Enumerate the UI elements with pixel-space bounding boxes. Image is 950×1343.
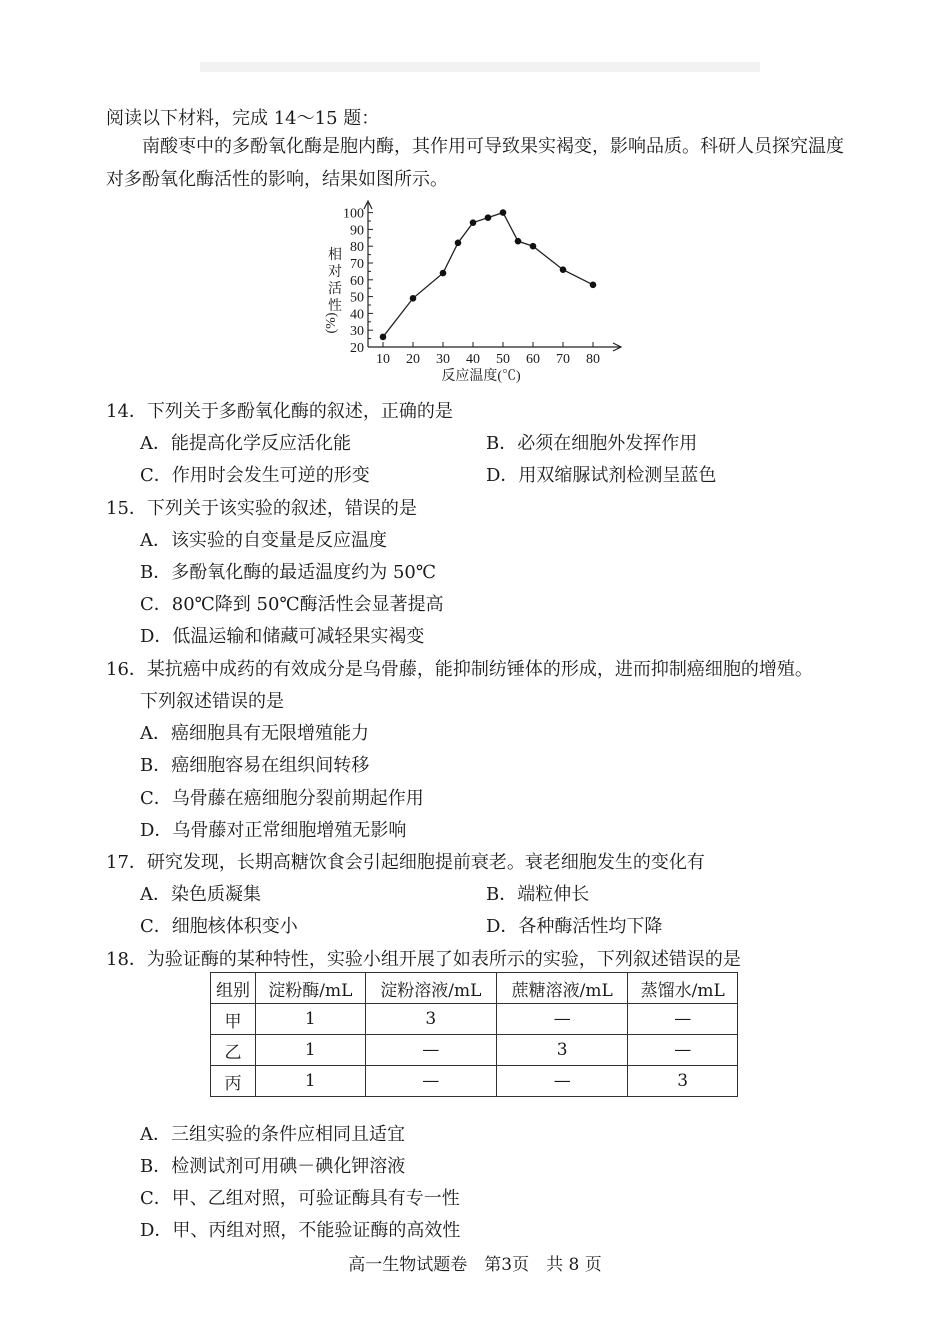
table-cell: 1: [256, 1035, 366, 1066]
x-axis-label: 反应温度(℃): [441, 369, 521, 384]
page-footer: 高一生物试题卷 第3页 共 8 页: [348, 1255, 602, 1275]
table-header: 蔗糖溶液/mL: [497, 973, 628, 1004]
data-point: [515, 238, 522, 245]
y-tick-label: 90: [350, 223, 364, 239]
y-axis-label-char: 相: [328, 248, 342, 263]
option-15-a: A．该实验的自变量是反应温度: [140, 530, 387, 551]
question-number: 17．: [106, 852, 147, 873]
question-stem: 下列关于该实验的叙述，错误的是: [146, 498, 417, 519]
question-stem: 下列关于多酚氧化酶的叙述，正确的是: [146, 401, 453, 422]
chart-series: [380, 209, 597, 340]
question-14: [106, 397, 453, 423]
table-cell: 3: [365, 1004, 496, 1035]
data-point: [455, 240, 462, 247]
question-number: 15．: [106, 498, 147, 519]
data-point: [380, 334, 387, 341]
reading-intro: 阅读以下材料，完成 14～15 题：: [106, 108, 380, 129]
option-18-a: A．三组实验的条件应相同且适宜: [140, 1124, 405, 1145]
option-14-c: C．作用时会发生可逆的形变: [140, 465, 370, 486]
y-tick-label: 70: [350, 257, 364, 272]
y-tick-label: 40: [350, 307, 364, 323]
data-point: [590, 282, 597, 289]
option-15-b: B．多酚氧化酶的最适温度约为 50℃: [140, 562, 436, 583]
question-number: 14．: [106, 401, 147, 422]
table-cell: 甲: [211, 1004, 256, 1035]
chart-ticks: [343, 207, 600, 367]
y-axis-label-char: 对: [328, 265, 342, 280]
option-15-d: D．低温运输和储藏可减轻果实褐变: [140, 626, 425, 647]
passage: 南酸枣中的多酚氧化酶是胞内酶，其作用可导致果实褐变，影响品质。科研人员探究温度对多酚氧化酶活性的影响，结果如图所示。: [106, 136, 844, 190]
table-cell: 乙: [211, 1035, 256, 1066]
y-tick-label: 100: [343, 206, 364, 222]
option-17-d: D．各种酶活性均下降: [486, 916, 663, 937]
table-cell: 3: [497, 1035, 628, 1066]
option-14-d: D．用双缩脲试剂检测呈蓝色: [486, 465, 717, 486]
question-16-stem-cont: 下列叙述错误的是: [140, 691, 284, 712]
page-header-band: [200, 62, 760, 72]
data-point: [530, 243, 537, 250]
data-point: [470, 219, 477, 226]
y-tick-label: 20: [350, 341, 364, 356]
option-16-b: B．癌细胞容易在组织间转移: [140, 755, 370, 776]
table-cell: —: [628, 1004, 738, 1035]
table-header: 蒸馏水/mL: [628, 973, 738, 1004]
table-cell: —: [365, 1035, 496, 1066]
x-tick-label: 50: [496, 352, 510, 367]
experiment-table: [210, 972, 738, 1097]
x-tick-label: 10: [376, 352, 390, 367]
option-16-a: A．癌细胞具有无限增殖能力: [140, 723, 369, 744]
question-stem: 为验证酶的某种特性，实验小组开展了如表所示的实验，下列叙述错误的是: [146, 949, 741, 970]
table-cell: —: [628, 1035, 738, 1066]
option-17-c: C．细胞核体积变小: [140, 916, 298, 937]
table-cell: 丙: [211, 1066, 256, 1097]
table-cell: —: [365, 1066, 496, 1097]
x-tick-label: 30: [436, 352, 450, 367]
chart-axes: [364, 201, 621, 351]
x-tick-label: 70: [556, 352, 570, 367]
x-tick-label: 80: [586, 352, 600, 367]
table-row: [211, 1066, 738, 1097]
series-line: [383, 213, 593, 337]
x-tick-label: 60: [526, 352, 540, 367]
table-cell: 1: [256, 1066, 366, 1097]
y-axis-unit: (%): [324, 312, 339, 334]
option-16-c: C．乌骨藤在癌细胞分裂前期起作用: [140, 788, 424, 809]
table-cell: 1: [256, 1004, 366, 1035]
x-tick-label: 20: [406, 352, 420, 367]
option-17-b: B．端粒伸长: [486, 884, 590, 905]
question-15: [106, 494, 417, 520]
table-cell: 3: [628, 1066, 738, 1097]
data-point: [560, 266, 567, 273]
data-point: [485, 214, 492, 221]
table-row: [211, 1035, 738, 1066]
data-point: [500, 209, 507, 216]
option-18-d: D．甲、丙组对照，不能验证酶的高效性: [140, 1220, 461, 1241]
y-axis-label-char: 性: [328, 299, 342, 314]
y-tick-label: 50: [350, 290, 364, 306]
table-header-row: [211, 973, 738, 1004]
option-17-a: A．染色质凝集: [140, 884, 261, 905]
question-number: 16．: [106, 659, 147, 680]
y-tick-label: 30: [350, 324, 364, 340]
option-14-a: A．能提高化学反应活化能: [140, 433, 351, 454]
question-stem: 某抗癌中成药的有效成分是乌骨藤，能抑制纺锤体的形成，进而抑制癌细胞的增殖。: [146, 659, 813, 680]
option-16-d: D．乌骨藤对正常细胞增殖无影响: [140, 820, 407, 841]
option-18-c: C．甲、乙组对照，可验证酶具有专一性: [140, 1188, 460, 1209]
option-18-b: B．检测试剂可用碘－碘化钾溶液: [140, 1156, 406, 1177]
question-18: [106, 945, 741, 971]
table-cell: —: [497, 1004, 628, 1035]
table-header: 组别: [211, 973, 256, 1004]
data-point: [410, 295, 417, 302]
table-header: 淀粉溶液/mL: [365, 973, 496, 1004]
table-header: 淀粉酶/mL: [256, 973, 366, 1004]
option-14-b: B．必须在细胞外发挥作用: [486, 433, 698, 454]
table-cell: —: [497, 1066, 628, 1097]
y-tick-label: 80: [350, 240, 364, 256]
question-17: [106, 848, 705, 874]
question-number: 18．: [106, 949, 147, 970]
question-16: [106, 655, 813, 681]
data-point: [440, 270, 447, 277]
y-tick-label: 60: [350, 273, 364, 289]
enzyme-activity-chart: [315, 195, 635, 385]
x-tick-label: 40: [466, 352, 480, 367]
y-axis-label-char: 活: [328, 282, 342, 297]
option-15-c: C．80℃降到 50℃酶活性会显著提高: [140, 594, 444, 615]
question-stem: 研究发现，长期高糖饮食会引起细胞提前衰老。衰老细胞发生的变化有: [146, 852, 705, 873]
table-row: [211, 1004, 738, 1035]
